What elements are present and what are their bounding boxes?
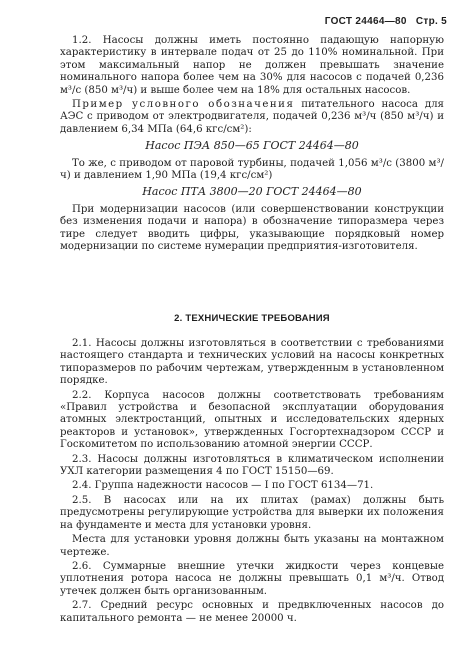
paragraph-2-7: 2.7. Средний ресурс основных и предвключенных насосов до капитального ремонта — не менее 20000 ч.	[60, 600, 444, 624]
paragraph-modernization: При модернизации насосов (или совершенствовании конструкции без изменения подачи и напора) в обозначение типоразмера через тире следует вводить цифры, указывающие порядковый номер модернизации по системе нумерации предприятия-изготовителя.	[60, 203, 444, 253]
page-header	[319, 16, 447, 27]
designation-example-2: Насос ПТА 3800—20 ГОСТ 24464—80	[142, 185, 362, 199]
paragraph-2-2: 2.2. Корпуса насосов должны соответствовать требованиям «Правил устройства и безопасной эксплуатации оборудования атомных электростанций, опытных и исследовательских ядерных реакторов и установок», утвержденных Госгортехнадзором СССР и Госкомитетом по использованию атомной энергии СССР.	[60, 389, 444, 451]
paragraph-turbine-drive: То же, с приводом от паровой турбины, подачей 1,056 м³/с (3800 м³/ч) и давлением 1,90 МПа (19,4 кгс/см²)	[60, 157, 444, 182]
page-number: Стр. 5	[415, 16, 447, 27]
paragraph-2-4: 2.4. Группа надежности насосов — I по ГОСТ 6134—71.	[72, 480, 374, 492]
paragraph-2-6: 2.6. Суммарные внешние утечки жидкости через концевые уплотнения ротора насоса не должны превышать 0,1 м³/ч. Отвод утечек должен быть организованным.	[60, 560, 444, 597]
paragraph-2-3: 2.3. Насосы должны изготовляться в климатическом исполнении УХЛ категории размещения 4 по ГОСТ 15150—69.	[60, 453, 444, 478]
section-1-continuation	[60, 35, 444, 256]
paragraph-2-5: 2.5. В насосах или на их плитах (рамах) должны быть предусмотрены регулирующие устройства для выверки их положения на фундаменте и места для установки уровня.	[60, 494, 444, 531]
standard-number: ГОСТ 24464—80	[324, 16, 407, 27]
section-title: 2. ТЕХНИЧЕСКИЕ ТРЕБОВАНИЯ	[174, 313, 330, 324]
example-paragraph	[60, 99, 444, 136]
designation-example-1: Насос ПЭА 850—65 ГОСТ 24464—80	[145, 139, 359, 153]
example-text: питательного насоса для АЭС с приводом от электродвигателя, подачей 0,236 м³/ч (850 м³/ч) и давлением 6,34 МПа (64,6 кгс/см²):	[60, 99, 444, 135]
section-2-body	[60, 338, 444, 627]
paragraph-2-1: 2.1. Насосы должны изготовляться в соответствии с требованиями настоящего стандарта и технических условий на насосы конкретных типоразмеров по рабочим чертежам, утвержденным в установленном порядке.	[60, 338, 444, 387]
paragraph-1-2: 1.2. Насосы должны иметь постоянно падающую напорную характеристику в интервале подач от 25 до 110% номинальной. При этом максимальный напор не должен превышать значение номинального напора более чем на 30% для насосов с подачей 0,236 м³/с (850 м³/ч) и выше более чем на 18% для остальных насосов.	[60, 35, 444, 96]
example-label: Пример условного обозначения	[72, 99, 295, 111]
paragraph-2-5-level: Места для установки уровня должны быть указаны на монтажном чертеже.	[60, 534, 444, 558]
